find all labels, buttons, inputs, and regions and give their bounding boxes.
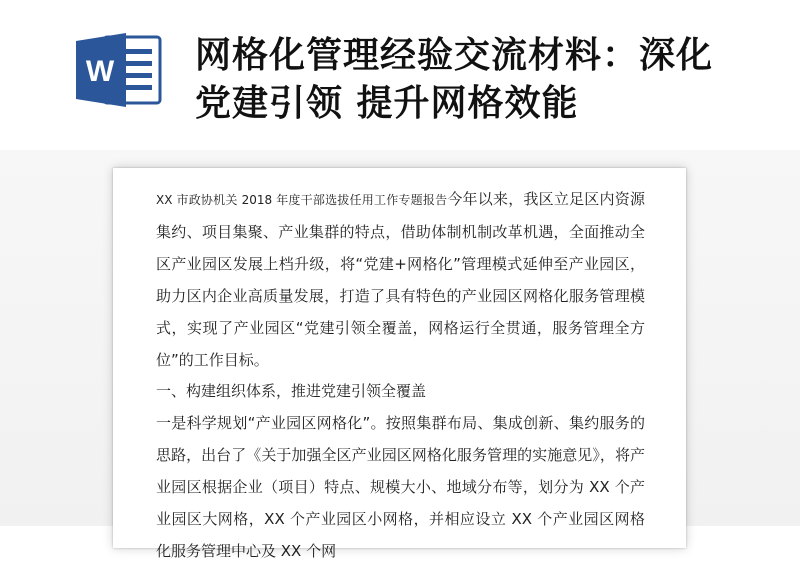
microsoft-word-icon: [74, 31, 164, 109]
word-icon-letter: W: [85, 55, 115, 88]
title-line-1: 网格化管理经验交流材料：深化: [195, 35, 714, 76]
header: [0, 0, 800, 150]
document-title: [195, 32, 775, 128]
document-page-preview: [113, 168, 686, 560]
section-heading-1: 一、构建组织体系，推进党建引领全覆盖: [156, 382, 427, 401]
paragraph-point-1: 一是科学规划“产业园区网格化”。按照集群布局、集成创新、集约服务的思路，出台了《关于加强全区产业园区网格化服务管理的实施意见》，将产业园区根据企业（项目）特点、规模大小、地域分布等，划分为 XX 个产业园区大网格，XX 个产业园区小网格，并相应设立 XX 个产业园区网格化服务管理中心及 XX 个网: [156, 414, 645, 560]
title-line-2: 党建引领 提升网格效能: [195, 83, 579, 124]
report-heading-inline: XX 市政协机关 2018 年度干部选拔任用工作专题报告: [156, 193, 448, 207]
document-body: [156, 184, 645, 568]
paragraph-intro: [156, 184, 645, 376]
intro-text: 今年以来，我区立足区内资源集约、项目集聚、产业集群的特点，借助体制机制改革机遇，全面推动全区产业园区发展上档升级，将“党建+网格化”管理模式延伸至产业园区，助力区内企业高质量发展，打造了具有特色的产业园区网格化服务管理模式，实现了产业园区“党建引领全覆盖，网格运行全贯通，服务管理全方位”的工作目标。: [156, 190, 645, 369]
